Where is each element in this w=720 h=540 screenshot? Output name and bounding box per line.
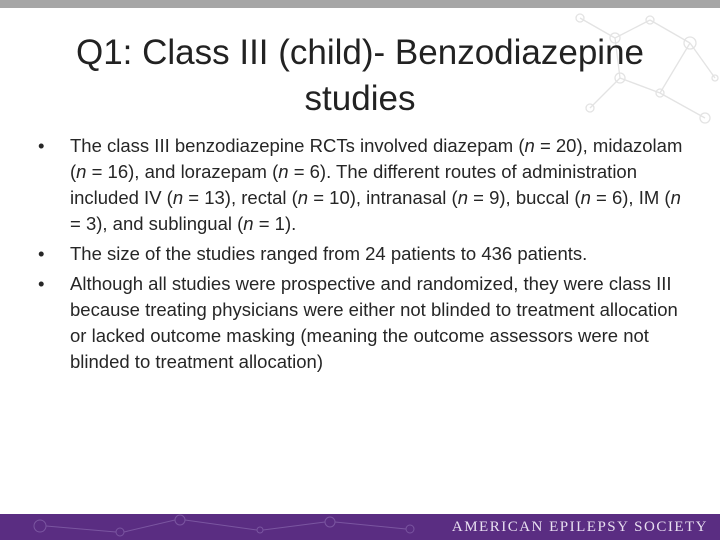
footer-molecule-decoration <box>0 514 460 540</box>
title-line-1: Q1: Class III (child)- Benzodiazepine <box>75 33 645 72</box>
bullet-icon: • <box>38 135 45 156</box>
bullet-list <box>38 133 688 379</box>
bullet-item <box>38 271 688 375</box>
footer-org-name: AMERICAN EPILEPSY SOCIETY <box>451 519 708 535</box>
slide-title <box>30 30 690 122</box>
bullet-item <box>38 133 688 237</box>
bullet-icon: • <box>38 273 45 294</box>
footer-bar <box>0 514 720 540</box>
top-bar <box>0 0 720 8</box>
bullet-icon: • <box>38 243 45 264</box>
bullet-text: The class III benzodiazepine RCTs involved diazepam (n = 20), midazolam (n = 16), and lorazepam (n = 6). The different routes of administration included IV (n = 13), rectal (n = 10), intranasal (n = 9), buccal (n = 6), IM (n = 3), and sublingual (n = 1). <box>70 135 683 234</box>
bullet-text: Although all studies were prospective and randomized, they were class III because treating physicians were either not blinded to treatment allocation or lacked outcome masking (meaning the outcome assessors were not blinded to treatment allocation) <box>70 273 678 372</box>
title-line-2: studies <box>304 79 416 118</box>
bullet-item <box>38 241 688 267</box>
bullet-text: The size of the studies ranged from 24 patients to 436 patients. <box>70 243 588 264</box>
